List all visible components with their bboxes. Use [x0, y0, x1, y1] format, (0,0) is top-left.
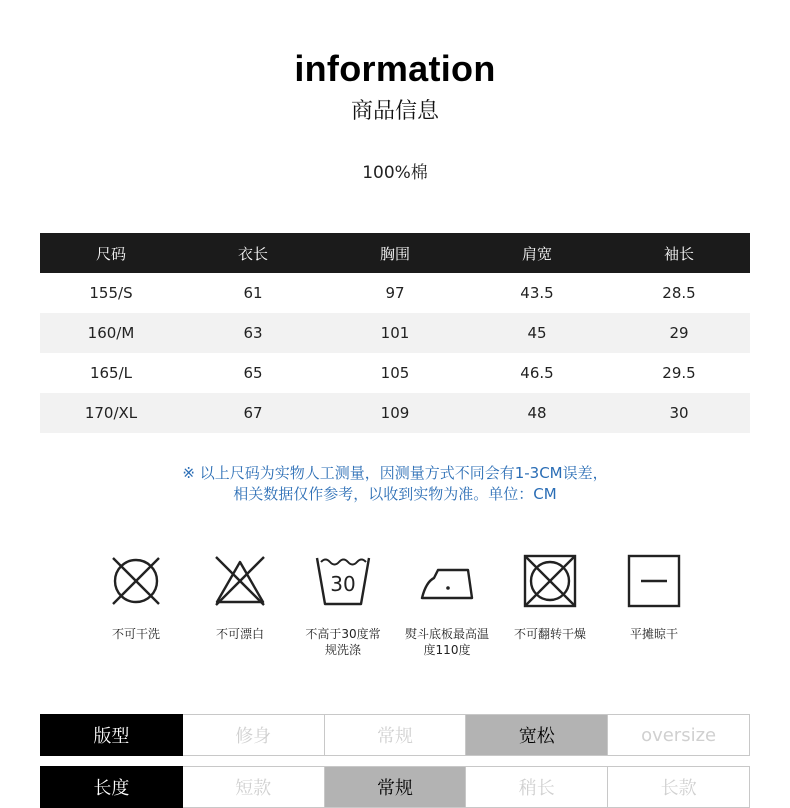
attribute-option-selected: 常规: [324, 767, 466, 808]
table-cell: 155/S: [89, 284, 133, 302]
table-cell: 109: [324, 393, 466, 433]
table-row: [40, 313, 750, 353]
care-item: [395, 552, 499, 658]
attribute-option: 长款: [608, 767, 750, 808]
care-item: [84, 552, 188, 642]
care-label: 不高于30度常规洗涤: [305, 627, 381, 657]
table-cell: 105: [380, 364, 410, 382]
column-header: 尺码: [40, 233, 182, 273]
table-cell: 170/XL: [40, 393, 182, 433]
table-cell: 43.5: [520, 284, 554, 302]
table-cell: 61: [243, 284, 263, 302]
care-label: 平摊晾干: [629, 627, 678, 641]
table-cell: 28.5: [662, 284, 696, 302]
table-row: [40, 273, 750, 313]
column-header: 衣长: [182, 233, 324, 273]
table-cell: 165/L: [89, 364, 133, 382]
table-cell: 48: [466, 393, 608, 433]
care-label: 不可漂白: [215, 627, 264, 641]
attribute-name: 长度: [41, 767, 183, 808]
size-table-header: [40, 233, 750, 273]
table-cell: 160/M: [40, 313, 182, 353]
table-cell: 63: [182, 313, 324, 353]
subtitle-heading: 商品信息: [350, 99, 439, 124]
fit-attribute-row: [40, 714, 750, 756]
table-cell: 101: [324, 313, 466, 353]
table-row: [40, 353, 750, 393]
measurement-note: [0, 463, 790, 505]
note-line: 相关数据仅作参考，以收到实物为准。单位：CM: [233, 485, 557, 503]
care-item: [498, 552, 602, 642]
iron-low-icon: [418, 552, 476, 610]
title-heading: information: [294, 48, 496, 89]
attribute-option-selected: 宽松: [466, 715, 608, 756]
note-line: ※ 以上尺码为实物人工测量，因测量方式不同会有1-3CM误差，: [182, 464, 608, 482]
attribute-option: 修身: [182, 715, 324, 756]
table-cell: 29: [608, 313, 750, 353]
wash-30-icon: [314, 552, 372, 610]
table-cell: 46.5: [520, 364, 554, 382]
column-header: 袖长: [608, 233, 750, 273]
care-label: 不可翻转干燥: [513, 627, 586, 641]
care-item: [188, 552, 292, 642]
length-attribute-row: [40, 766, 750, 808]
attribute-option: 常规: [324, 715, 466, 756]
table-cell: 67: [182, 393, 324, 433]
attribute-option: oversize: [608, 715, 750, 756]
table-cell: 45: [466, 313, 608, 353]
no-dry-clean-icon: [107, 552, 165, 610]
size-table: [40, 233, 750, 433]
table-cell: 29.5: [662, 364, 696, 382]
no-tumble-dry-icon: [521, 552, 579, 610]
attribute-option: 稍长: [466, 767, 608, 808]
care-label: 熨斗底板最高温度110度: [405, 627, 490, 657]
svg-text:30: 30: [330, 572, 356, 596]
flat-dry-icon: [625, 552, 683, 610]
care-item: [291, 552, 395, 658]
column-header: 胸围: [324, 233, 466, 273]
table-cell: 65: [243, 364, 263, 382]
attribute-name: 版型: [41, 715, 183, 756]
attribute-option: 短款: [182, 767, 324, 808]
care-label: 不可干洗: [111, 627, 160, 641]
care-item: [602, 552, 706, 642]
material-text: 100%棉: [362, 163, 428, 183]
column-header: 肩宽: [466, 233, 608, 273]
table-row: [40, 393, 750, 433]
table-cell: 30: [608, 393, 750, 433]
no-bleach-icon: [211, 552, 269, 610]
table-cell: 97: [385, 284, 405, 302]
